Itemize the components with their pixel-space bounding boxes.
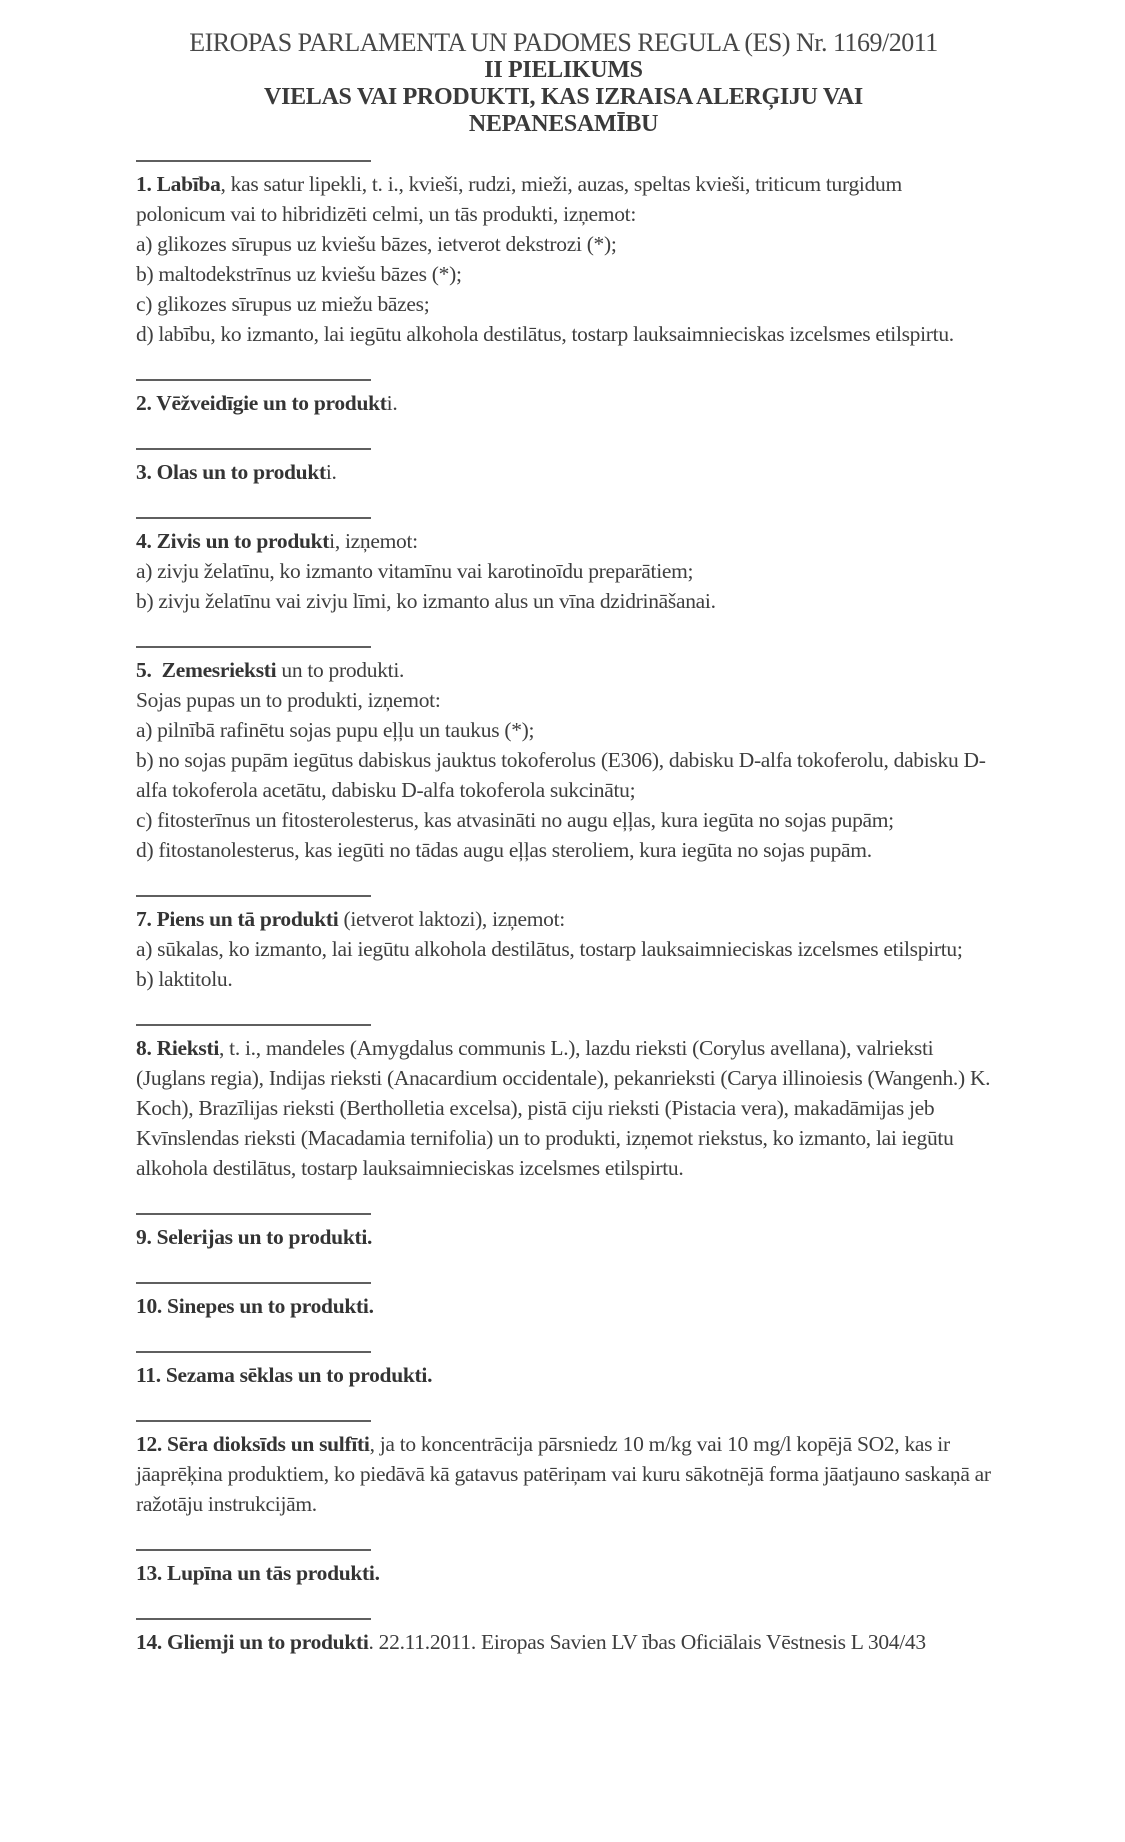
section-divider [136, 1351, 371, 1353]
allergen-section [136, 160, 991, 349]
section-divider [136, 1549, 371, 1551]
allergen-section [136, 1024, 991, 1183]
section-heading [136, 1429, 991, 1519]
section-heading [136, 388, 991, 418]
allergen-sections-list [136, 160, 991, 1657]
section-heading-rest: (ietverot laktozi), izņemot: [338, 907, 565, 931]
section-divider [136, 895, 371, 897]
section-heading-bold: 3. Olas un to produkt [136, 460, 326, 484]
allergen-section [136, 1549, 991, 1588]
section-heading-bold: 8. Rieksti [136, 1036, 220, 1060]
section-heading [136, 655, 991, 685]
allergen-section [136, 646, 991, 865]
section-line: c) glikozes sīrupus uz miežu bāzes; [136, 292, 430, 316]
section-heading [136, 1222, 991, 1252]
section-divider [136, 1213, 371, 1215]
section-heading-bold: 4. Zivis un to produkt [136, 529, 330, 553]
section-divider [136, 448, 371, 450]
section-divider [136, 517, 371, 519]
allergen-section [136, 895, 991, 994]
section-heading [136, 526, 991, 556]
section-heading-bold: 12. Sēra dioksīds un sulfīti [136, 1432, 370, 1456]
section-divider [136, 1618, 371, 1620]
section-line: d) fitostanolesterus, kas iegūti no tādas augu eļļas steroliem, kura iegūta no sojas pupām. [136, 838, 872, 862]
section-line: b) laktitolu. [136, 967, 233, 991]
section-heading-rest: i. [325, 460, 337, 484]
allergen-section [136, 448, 991, 487]
section-divider [136, 646, 371, 648]
section-heading-rest: . 22.11.2011. Eiropas Savien LV ības Oficiālais Vēstnesis L 304/43 [368, 1630, 926, 1654]
section-line: a) sūkalas, ko izmanto, lai iegūtu alkohola destilātus, tostarp lauksaimnieciskas izcelsmes etilspirtu; [136, 937, 963, 961]
annex-title: II PIELIKUMS [484, 57, 643, 83]
annex-subtitle-line1: VIELAS VAI PRODUKTI, KAS IZRAISA ALERĢIJU VAI [264, 84, 863, 110]
allergen-section [136, 379, 991, 418]
section-divider [136, 160, 371, 162]
section-heading-bold: 13. Lupīna un tās produkti. [136, 1561, 380, 1585]
section-heading-bold: 5. Zemesrieksti [136, 658, 277, 682]
allergen-section [136, 1213, 991, 1252]
section-heading-bold: 9. Selerijas un to produkti. [136, 1225, 373, 1249]
section-heading [136, 1033, 991, 1183]
section-heading-rest: i, izņemot: [329, 529, 418, 553]
section-heading-bold: 2. Vēžveidīgie un to produkt [136, 391, 387, 415]
section-divider [136, 379, 371, 381]
section-line: a) glikozes sīrupus uz kviešu bāzes, ietverot dekstrozi (*); [136, 232, 617, 256]
regulation-title: EIROPAS PARLAMENTA UN PADOMES REGULA (ES) Nr. 1169/2011 [189, 28, 938, 57]
section-heading-bold: 7. Piens un tā produkti [136, 907, 339, 931]
section-heading [136, 904, 991, 934]
section-heading-rest: un to produkti. [276, 658, 405, 682]
section-heading-bold: 1. Labība [136, 172, 221, 196]
section-heading-rest: , kas satur lipekli, t. i., kvieši, rudzi, mieži, auzas, speltas kvieši, triticum turgidum polonicum vai to hibridizēti celmi, un tās produkti, izņemot: [136, 172, 902, 226]
section-line: c) fitosterīnus un fitosterolesterus, kas atvasināti no augu eļļas, kura iegūta no sojas pupām; [136, 808, 894, 832]
section-heading [136, 169, 991, 229]
section-line: b) zivju želatīnu vai zivju līmi, ko izmanto alus un vīna dzidrināšanai. [136, 589, 716, 613]
section-heading-rest: , t. i., mandeles (Amygdalus communis L.), lazdu rieksti (Corylus avellana), valrieksti (Juglans regia), Indijas rieksti (Anacardium occidentale), pekanrieksti (Carya illinoiesis (Wangenh.) K. Koch), Brazīlijas rieksti (Bertholletia excelsa), pistā ciju rieksti (Pistacia vera), makadāmijas jeb Kvīnslendas rieksti (Macadamia ternifolia) un to produkti, izņemot riekstus, ko izmanto, lai iegūtu alkohola destilātus, tostarp lauksaimnieciskas izcelsmes etilspirtu. [136, 1036, 991, 1180]
section-line: a) pilnībā rafinētu sojas pupu eļļu un taukus (*); [136, 718, 535, 742]
section-line: b) no sojas pupām iegūtus dabiskus jauktus tokoferolus (E306), dabisku D-alfa tokoferolu, dabisku D-alfa tokoferola acetātu, dabisku D-alfa tokoferola sukcinātu; [136, 748, 986, 802]
section-heading-bold: 14. Gliemji un to produkti [136, 1630, 369, 1654]
section-heading-rest: i. [386, 391, 398, 415]
section-heading [136, 1558, 991, 1588]
section-heading [136, 1627, 991, 1657]
allergen-section [136, 1351, 991, 1390]
section-divider [136, 1024, 371, 1026]
document-header [136, 28, 991, 138]
section-line: d) labību, ko izmanto, lai iegūtu alkohola destilātus, tostarp lauksaimnieciskas izcelsmes etilspirtu. [136, 322, 954, 346]
annex-subtitle-line2: NEPANESAMĪBU [468, 111, 659, 137]
section-heading-bold: 10. Sinepes un to produkti. [136, 1294, 374, 1318]
section-divider [136, 1282, 371, 1284]
section-line: a) zivju želatīnu, ko izmanto vitamīnu vai karotinoīdu preparātiem; [136, 559, 694, 583]
section-heading [136, 1360, 991, 1390]
section-divider [136, 1420, 371, 1422]
section-heading-rest: , ja to koncentrācija pārsniedz 10 m/kg vai 10 mg/l kopējā SO2, kas ir jāaprēķina produktiem, ko piedāvā kā gatavus patēriņam vai kuru sākotnējā forma jāatjauno saskaņā ar ražotāju instrukcijām. [136, 1432, 991, 1516]
section-heading [136, 1291, 991, 1321]
allergen-section [136, 1420, 991, 1519]
section-line: Sojas pupas un to produkti, izņemot: [136, 688, 441, 712]
section-heading-bold: 11. Sezama sēklas un to produkti. [136, 1363, 433, 1387]
allergen-section [136, 1282, 991, 1321]
allergen-section [136, 1618, 991, 1657]
section-heading [136, 457, 991, 487]
section-line: b) maltodekstrīnus uz kviešu bāzes (*); [136, 262, 462, 286]
allergen-section [136, 517, 991, 616]
